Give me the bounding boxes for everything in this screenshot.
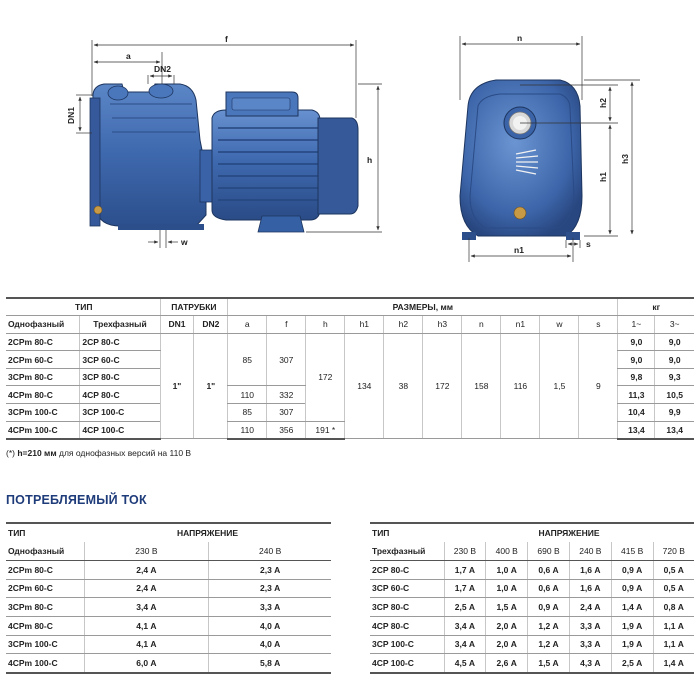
current-value: 1,2 А: [528, 616, 570, 635]
sub-kg1: 1~: [618, 316, 655, 334]
current-value: 3,3 А: [569, 635, 611, 654]
current-value: 2,6 А: [486, 654, 528, 673]
table-row: [6, 598, 331, 617]
current-value: 0,9 А: [528, 598, 570, 617]
current-title: ПОТРЕБЛЯЕМЫЙ ТОК: [6, 493, 147, 507]
current-value: 1,5 А: [528, 654, 570, 673]
current-value: 4,0 А: [209, 635, 331, 654]
kg1-value: 11,3: [618, 386, 655, 404]
a-value: 110: [228, 421, 267, 439]
model-three: 4CP 80-C: [80, 386, 160, 404]
current-value: 2,3 А: [209, 579, 331, 598]
table-row: [6, 333, 694, 351]
header-row: [6, 298, 694, 316]
sub-s: s: [579, 316, 618, 334]
pump-side-view: [90, 84, 358, 232]
current-value: 5,8 А: [209, 654, 331, 673]
dn1-value: 1": [160, 333, 194, 439]
dim-label-dn2: DN2: [154, 64, 172, 74]
dim-label-h: h: [367, 155, 373, 165]
header-sizes: РАЗМЕРЫ, мм: [228, 298, 618, 316]
volt: 240 В: [569, 542, 611, 561]
current-value: 3,4 А: [444, 635, 486, 654]
table-row: [6, 654, 331, 673]
dn2-value: 1": [194, 333, 228, 439]
n-value: 158: [462, 333, 501, 439]
header-type: ТИП: [8, 527, 26, 538]
model: 4CP 100-C: [370, 654, 444, 673]
header-kg: кг: [618, 298, 694, 316]
h-value: 172: [306, 333, 345, 421]
sub-w: w: [540, 316, 579, 334]
w-value: 1,5: [540, 333, 579, 439]
kg3-value: 10,5: [655, 386, 694, 404]
current-value: 2,0 А: [486, 635, 528, 654]
current-value: 1,7 А: [444, 560, 486, 579]
kg3-value: 9,3: [655, 368, 694, 386]
model-three: 2CP 80-C: [80, 333, 160, 351]
current-value: 2,4 А: [84, 560, 209, 579]
kg3-value: 9,0: [655, 333, 694, 351]
current-value: 1,6 А: [569, 579, 611, 598]
current-value: 1,4 А: [611, 598, 653, 617]
a-value: 85: [228, 404, 267, 422]
current-value: 0,8 А: [653, 598, 694, 617]
dim-label-h3: h3: [620, 154, 630, 164]
model: 4CPm 80-C: [6, 616, 84, 635]
dim-label-n: n: [517, 33, 523, 43]
current-value: 1,9 А: [611, 616, 653, 635]
table-row: [6, 560, 331, 579]
current-value: 1,7 А: [444, 579, 486, 598]
current-value: 2,4 А: [569, 598, 611, 617]
sub-dn1: DN1: [160, 316, 194, 334]
dim-label-h1: h1: [598, 172, 608, 182]
model: 3CPm 100-C: [6, 635, 84, 654]
h-value: 191 *: [306, 421, 345, 439]
dim-label-n1: n1: [514, 245, 524, 255]
current-value: 4,3 А: [569, 654, 611, 673]
current-single-phase-table: [6, 522, 331, 674]
f-value: 307: [267, 333, 306, 386]
current-value: 3,3 А: [209, 598, 331, 617]
header-type: ТИП: [372, 527, 390, 538]
f-value: 356: [267, 421, 306, 439]
current-value: 4,0 А: [209, 616, 331, 635]
header-row: [6, 523, 331, 542]
current-value: 1,1 А: [653, 616, 694, 635]
model: 2CPm 60-C: [6, 579, 84, 598]
dim-label-dn1: DN1: [66, 106, 76, 124]
current-value: 1,9 А: [611, 635, 653, 654]
table-row: [6, 579, 331, 598]
table-row: [6, 616, 331, 635]
sub-kg3: 3~: [655, 316, 694, 334]
pump-front-view: [460, 80, 582, 240]
dim-label-s: s: [586, 239, 591, 249]
model-single: 3CPm 100-C: [6, 404, 80, 422]
sub-n: n: [462, 316, 501, 334]
model-single: 4CPm 100-C: [6, 421, 80, 439]
header-type: ТИП: [6, 298, 160, 316]
sub-f: f: [267, 316, 306, 334]
pump-technical-drawing: [0, 0, 700, 290]
current-value: 0,9 А: [611, 560, 653, 579]
kg3-value: 13,4: [655, 421, 694, 439]
model: 2CP 80-C: [370, 560, 444, 579]
kg1-value: 9,0: [618, 351, 655, 369]
header-row: [370, 523, 694, 542]
model: 2CPm 80-C: [6, 560, 84, 579]
dim-label-w: w: [181, 237, 188, 247]
current-three-phase-table: [370, 522, 694, 674]
footnote: [6, 448, 191, 458]
table-row: [6, 635, 331, 654]
header-voltage: НАПРЯЖЕНИЕ: [176, 527, 239, 538]
sub-h2: h2: [384, 316, 423, 334]
current-value: 4,1 А: [84, 616, 209, 635]
current-value: 1,1 А: [653, 635, 694, 654]
current-value: 3,4 А: [444, 616, 486, 635]
kg3-value: 9,9: [655, 404, 694, 422]
sub-three: Трехфазный: [80, 316, 160, 334]
current-value: 2,4 А: [84, 579, 209, 598]
current-value: 0,9 А: [611, 579, 653, 598]
current-value: 1,6 А: [569, 560, 611, 579]
sub-n1: n1: [501, 316, 540, 334]
kg1-value: 13,4: [618, 421, 655, 439]
model-single: 2CPm 60-C: [6, 351, 80, 369]
model-three: 3CP 60-C: [80, 351, 160, 369]
current-value: 2,0 А: [486, 616, 528, 635]
sub-three: Трехфазный: [370, 542, 444, 561]
current-value: 3,4 А: [84, 598, 209, 617]
h3-value: 172: [423, 333, 462, 439]
sub-single: Однофазный: [6, 316, 80, 334]
model: 4CP 80-C: [370, 616, 444, 635]
current-value: 0,6 А: [528, 579, 570, 598]
kg1-value: 9,8: [618, 368, 655, 386]
sub-h1: h1: [345, 316, 384, 334]
footnote-bold: h=210 мм: [17, 448, 57, 458]
volt: 415 В: [611, 542, 653, 561]
current-value: 1,2 А: [528, 635, 570, 654]
kg1-value: 9,0: [618, 333, 655, 351]
model: 3CP 60-C: [370, 579, 444, 598]
s-value: 9: [579, 333, 618, 439]
header-voltage: НАПРЯЖЕНИЕ: [538, 527, 600, 538]
dim-label-h2: h2: [598, 98, 608, 108]
sub-a: a: [228, 316, 267, 334]
f-value: 307: [267, 404, 306, 422]
current-value: 0,6 А: [528, 560, 570, 579]
current-value: 0,5 А: [653, 560, 694, 579]
current-value: 3,3 А: [569, 616, 611, 635]
model: 3CPm 80-C: [6, 598, 84, 617]
model-single: 3CPm 80-C: [6, 368, 80, 386]
current-value: 1,0 А: [486, 560, 528, 579]
a-value: 110: [228, 386, 267, 404]
volt: 400 В: [486, 542, 528, 561]
table-row: [370, 579, 694, 598]
h1-value: 134: [345, 333, 384, 439]
table-row: [370, 598, 694, 617]
model: 3CP 80-C: [370, 598, 444, 617]
current-value: 0,5 А: [653, 579, 694, 598]
table-row: [370, 654, 694, 673]
sub-single: Однофазный: [6, 542, 84, 561]
model-three: 4CP 100-C: [80, 421, 160, 439]
current-value: 6,0 А: [84, 654, 209, 673]
dim-label-a: a: [126, 51, 131, 61]
n1-value: 116: [501, 333, 540, 439]
volt: 690 В: [528, 542, 570, 561]
dim-label-f: f: [225, 34, 228, 44]
model: 3CP 100-C: [370, 635, 444, 654]
volt: 230 В: [444, 542, 486, 561]
a-value: 85: [228, 333, 267, 386]
table-row: [370, 560, 694, 579]
volt-230: 230 В: [84, 542, 209, 561]
volt-240: 240 В: [209, 542, 331, 561]
footnote-prefix: (*): [6, 448, 18, 458]
table-row: [370, 635, 694, 654]
current-value: 2,5 А: [444, 598, 486, 617]
current-value: 4,1 А: [84, 635, 209, 654]
header-ports: ПАТРУБКИ: [160, 298, 228, 316]
current-value: 1,4 А: [653, 654, 694, 673]
table-row: [370, 616, 694, 635]
subheader-row: [6, 316, 694, 334]
model-single: 2CPm 80-C: [6, 333, 80, 351]
footnote-rest: для однофазных версий на 110 В: [56, 448, 192, 458]
h2-value: 38: [384, 333, 423, 439]
sub-h3: h3: [423, 316, 462, 334]
model-three: 3CP 80-C: [80, 368, 160, 386]
sub-dn2: DN2: [194, 316, 228, 334]
kg3-value: 9,0: [655, 351, 694, 369]
subheader-row: [370, 542, 694, 561]
volt: 720 В: [653, 542, 694, 561]
sub-h: h: [306, 316, 345, 334]
model: 4CPm 100-C: [6, 654, 84, 673]
kg1-value: 10,4: [618, 404, 655, 422]
dimensions-table: [6, 297, 694, 440]
model-three: 3CP 100-C: [80, 404, 160, 422]
current-value: 2,5 А: [611, 654, 653, 673]
model-single: 4CPm 80-C: [6, 386, 80, 404]
current-value: 1,0 А: [486, 579, 528, 598]
current-value: 1,5 А: [486, 598, 528, 617]
f-value: 332: [267, 386, 306, 404]
current-value: 2,3 А: [209, 560, 331, 579]
current-value: 4,5 А: [444, 654, 486, 673]
subheader-row: [6, 542, 331, 561]
